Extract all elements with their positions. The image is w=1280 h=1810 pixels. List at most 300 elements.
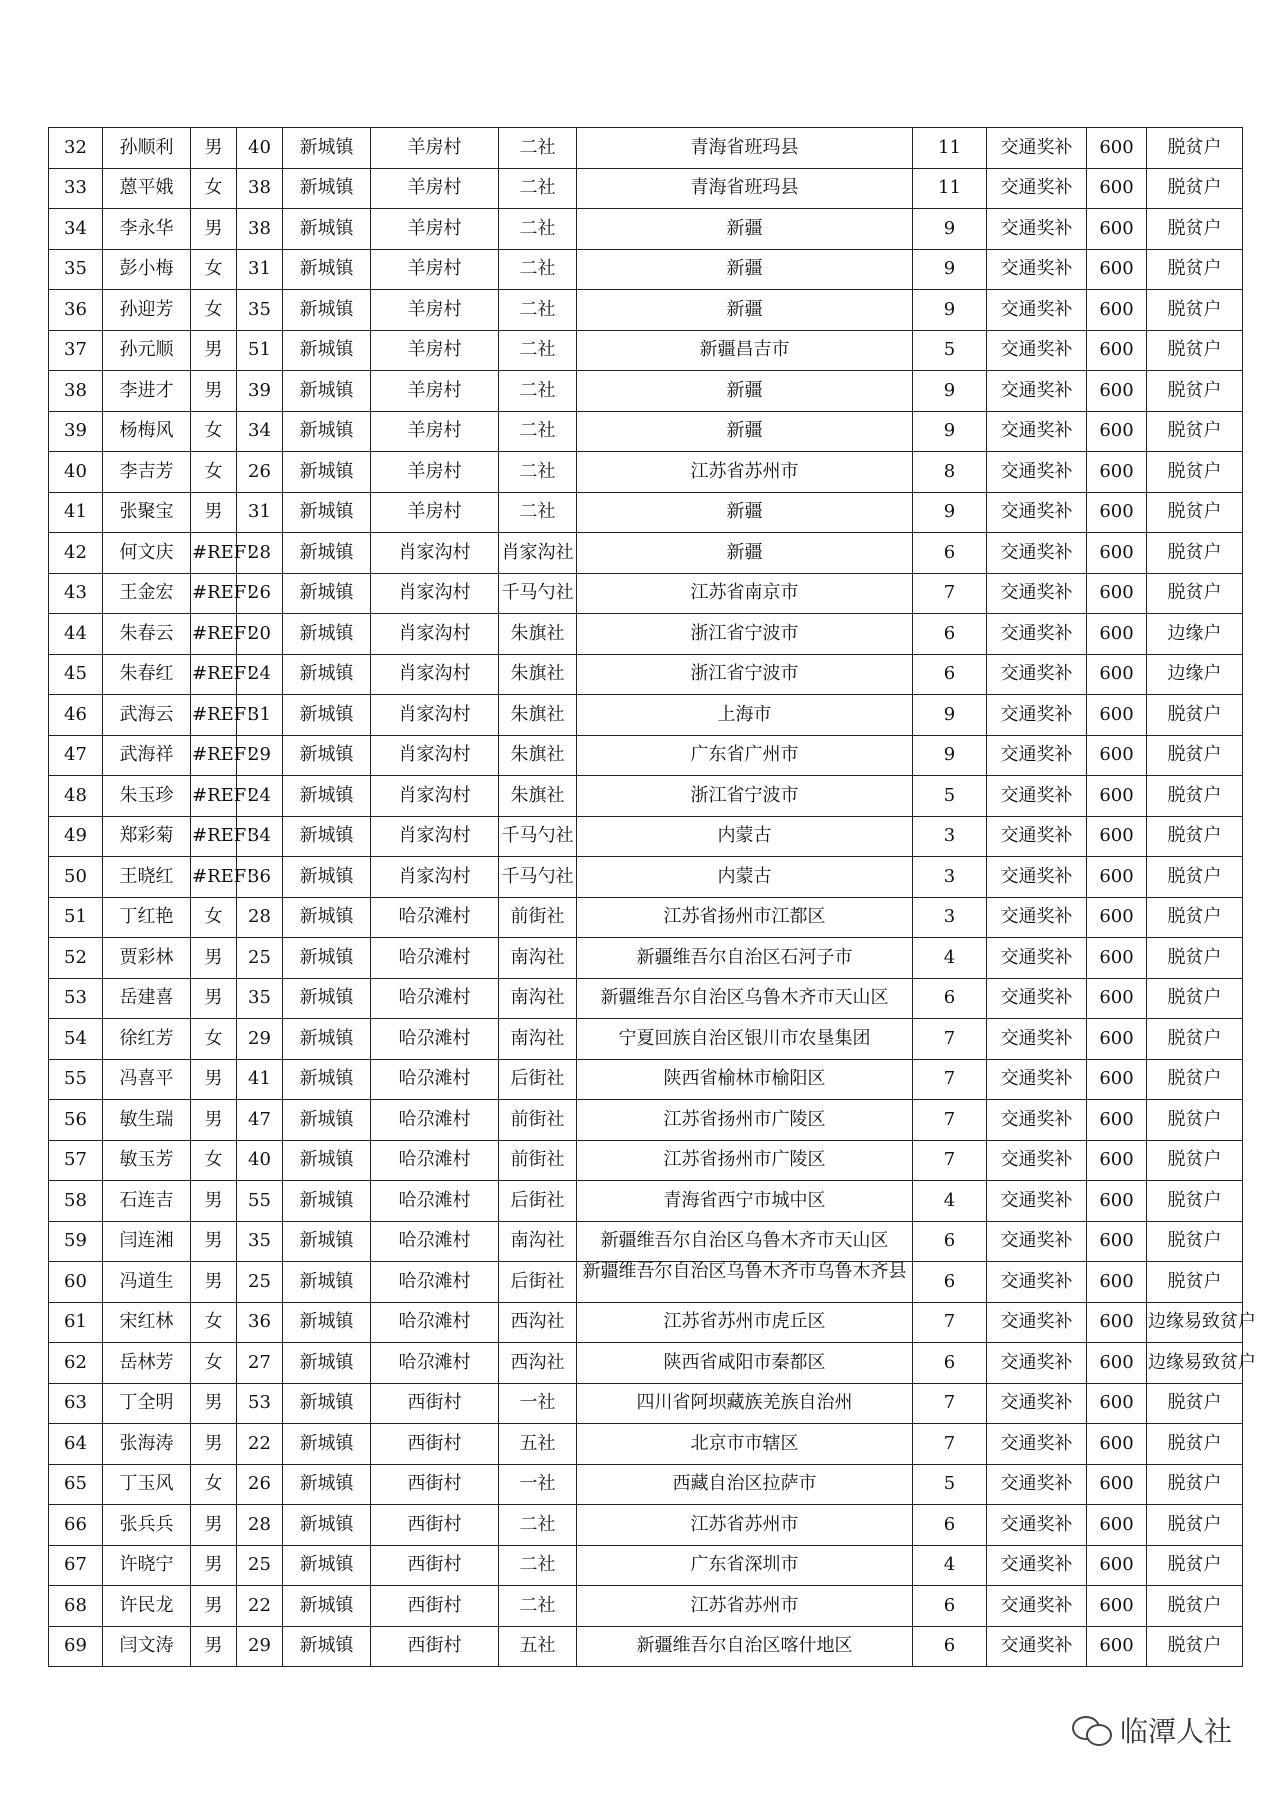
cell-group: 南沟社 bbox=[499, 978, 577, 1019]
cell-town: 新城镇 bbox=[283, 1221, 371, 1262]
footer-brand-text: 临潭人社 bbox=[1119, 1715, 1232, 1748]
cell-group: 千马勺社 bbox=[499, 573, 577, 614]
cell-gender: 男 bbox=[191, 1262, 237, 1303]
table-row bbox=[49, 1181, 1243, 1222]
cell-months: 6 bbox=[913, 1343, 987, 1384]
cell-amount: 600 bbox=[1087, 614, 1147, 655]
cell-village: 西街村 bbox=[371, 1545, 499, 1586]
cell-town: 新城镇 bbox=[283, 168, 371, 209]
cell-amount: 600 bbox=[1087, 776, 1147, 817]
cell-town: 新城镇 bbox=[283, 128, 371, 169]
cell-work-location: 广东省广州市 bbox=[577, 735, 913, 776]
cell-town: 新城镇 bbox=[283, 654, 371, 695]
cell-town: 新城镇 bbox=[283, 452, 371, 493]
cell-age: 40 bbox=[237, 128, 283, 169]
cell-village: 羊房村 bbox=[371, 330, 499, 371]
cell-category: 边缘户 bbox=[1147, 654, 1243, 695]
cell-seq: 57 bbox=[49, 1140, 103, 1181]
cell-subsidy-type: 交通奖补 bbox=[987, 371, 1087, 412]
cell-age: 20 bbox=[237, 614, 283, 655]
cell-gender: 男 bbox=[191, 371, 237, 412]
cell-category: 脱贫户 bbox=[1147, 452, 1243, 493]
cell-subsidy-type: 交通奖补 bbox=[987, 1100, 1087, 1141]
cell-months: 9 bbox=[913, 209, 987, 250]
cell-town: 新城镇 bbox=[283, 1302, 371, 1343]
cell-group: 西沟社 bbox=[499, 1343, 577, 1384]
cell-gender: #REF! bbox=[191, 857, 237, 898]
cell-subsidy-type: 交通奖补 bbox=[987, 1140, 1087, 1181]
cell-group: 南沟社 bbox=[499, 938, 577, 979]
cell-category: 脱贫户 bbox=[1147, 371, 1243, 412]
cell-group: 五社 bbox=[499, 1626, 577, 1667]
roster-table bbox=[48, 127, 1256, 1667]
cell-category: 脱贫户 bbox=[1147, 1100, 1243, 1141]
cell-seq: 49 bbox=[49, 816, 103, 857]
cell-amount: 600 bbox=[1087, 1545, 1147, 1586]
cell-category: 脱贫户 bbox=[1147, 816, 1243, 857]
cell-gender: 男 bbox=[191, 1221, 237, 1262]
cell-village: 肖家沟村 bbox=[371, 654, 499, 695]
cell-category: 脱贫户 bbox=[1147, 492, 1243, 533]
table-row bbox=[49, 533, 1243, 574]
cell-village: 肖家沟村 bbox=[371, 573, 499, 614]
cell-work-location: 新疆维吾尔自治区乌鲁木齐市乌鲁木齐县 bbox=[577, 1262, 913, 1303]
roster-sheet bbox=[48, 127, 1256, 1667]
cell-seq: 39 bbox=[49, 411, 103, 452]
cell-gender: 男 bbox=[191, 1059, 237, 1100]
cell-group: 一社 bbox=[499, 1464, 577, 1505]
cell-age: 29 bbox=[237, 735, 283, 776]
cell-subsidy-type: 交通奖补 bbox=[987, 1545, 1087, 1586]
cell-work-location: 江苏省南京市 bbox=[577, 573, 913, 614]
cell-name: 蒽平娥 bbox=[103, 168, 191, 209]
cell-village: 羊房村 bbox=[371, 411, 499, 452]
cell-subsidy-type: 交通奖补 bbox=[987, 1343, 1087, 1384]
cell-group: 二社 bbox=[499, 452, 577, 493]
cell-age: 26 bbox=[237, 573, 283, 614]
cell-months: 6 bbox=[913, 533, 987, 574]
cell-seq: 59 bbox=[49, 1221, 103, 1262]
cell-group: 西沟社 bbox=[499, 1302, 577, 1343]
table-row bbox=[49, 290, 1243, 331]
cell-age: 51 bbox=[237, 330, 283, 371]
cell-subsidy-type: 交通奖补 bbox=[987, 492, 1087, 533]
cell-name: 徐红芳 bbox=[103, 1019, 191, 1060]
cell-category: 脱贫户 bbox=[1147, 168, 1243, 209]
cell-group: 一社 bbox=[499, 1383, 577, 1424]
cell-age: 41 bbox=[237, 1059, 283, 1100]
cell-town: 新城镇 bbox=[283, 695, 371, 736]
cell-amount: 600 bbox=[1087, 857, 1147, 898]
cell-village: 西街村 bbox=[371, 1424, 499, 1465]
cell-seq: 58 bbox=[49, 1181, 103, 1222]
cell-name: 张兵兵 bbox=[103, 1505, 191, 1546]
table-row bbox=[49, 128, 1243, 169]
cell-group: 千马勺社 bbox=[499, 857, 577, 898]
cell-months: 4 bbox=[913, 1181, 987, 1222]
cell-seq: 63 bbox=[49, 1383, 103, 1424]
cell-subsidy-type: 交通奖补 bbox=[987, 533, 1087, 574]
cell-work-location: 西藏自治区拉萨市 bbox=[577, 1464, 913, 1505]
cell-work-location: 浙江省宁波市 bbox=[577, 776, 913, 817]
table-row bbox=[49, 938, 1243, 979]
cell-name: 贾彩林 bbox=[103, 938, 191, 979]
cell-amount: 600 bbox=[1087, 1586, 1147, 1627]
cell-category: 脱贫户 bbox=[1147, 1505, 1243, 1546]
cell-months: 3 bbox=[913, 897, 987, 938]
cell-age: 28 bbox=[237, 533, 283, 574]
cell-months: 9 bbox=[913, 290, 987, 331]
cell-gender: 男 bbox=[191, 209, 237, 250]
cell-work-location: 新疆 bbox=[577, 492, 913, 533]
cell-town: 新城镇 bbox=[283, 776, 371, 817]
cell-subsidy-type: 交通奖补 bbox=[987, 978, 1087, 1019]
cell-work-location: 江苏省苏州市 bbox=[577, 1505, 913, 1546]
cell-work-location: 新疆维吾尔自治区喀什地区 bbox=[577, 1626, 913, 1667]
cell-village: 哈尕滩村 bbox=[371, 897, 499, 938]
cell-name: 冯喜平 bbox=[103, 1059, 191, 1100]
cell-village: 羊房村 bbox=[371, 209, 499, 250]
cell-name: 张海涛 bbox=[103, 1424, 191, 1465]
cell-name: 丁玉风 bbox=[103, 1464, 191, 1505]
cell-gender: #REF! bbox=[191, 614, 237, 655]
cell-age: 25 bbox=[237, 1262, 283, 1303]
cell-work-location: 四川省阿坝藏族羌族自治州 bbox=[577, 1383, 913, 1424]
cell-town: 新城镇 bbox=[283, 1181, 371, 1222]
cell-months: 9 bbox=[913, 492, 987, 533]
cell-subsidy-type: 交通奖补 bbox=[987, 654, 1087, 695]
cell-village: 肖家沟村 bbox=[371, 695, 499, 736]
table-row bbox=[49, 614, 1243, 655]
cell-months: 4 bbox=[913, 938, 987, 979]
cell-village: 哈尕滩村 bbox=[371, 978, 499, 1019]
cell-age: 25 bbox=[237, 938, 283, 979]
table-row bbox=[49, 1505, 1243, 1546]
cell-town: 新城镇 bbox=[283, 533, 371, 574]
cell-seq: 33 bbox=[49, 168, 103, 209]
cell-group: 南沟社 bbox=[499, 1221, 577, 1262]
cell-amount: 600 bbox=[1087, 1059, 1147, 1100]
cell-months: 6 bbox=[913, 1221, 987, 1262]
cell-gender: 女 bbox=[191, 1302, 237, 1343]
table-row bbox=[49, 573, 1243, 614]
cell-name: 闫连湘 bbox=[103, 1221, 191, 1262]
cell-seq: 62 bbox=[49, 1343, 103, 1384]
cell-amount: 600 bbox=[1087, 1140, 1147, 1181]
cell-gender: 男 bbox=[191, 938, 237, 979]
cell-name: 岳林芳 bbox=[103, 1343, 191, 1384]
cell-age: 38 bbox=[237, 168, 283, 209]
cell-village: 哈尕滩村 bbox=[371, 1181, 499, 1222]
cell-months: 7 bbox=[913, 1424, 987, 1465]
cell-amount: 600 bbox=[1087, 1221, 1147, 1262]
cell-months: 6 bbox=[913, 1626, 987, 1667]
table-row bbox=[49, 735, 1243, 776]
cell-name: 石连吉 bbox=[103, 1181, 191, 1222]
cell-town: 新城镇 bbox=[283, 1383, 371, 1424]
cell-village: 哈尕滩村 bbox=[371, 1059, 499, 1100]
cell-group: 南沟社 bbox=[499, 1019, 577, 1060]
cell-work-location: 内蒙古 bbox=[577, 816, 913, 857]
cell-amount: 600 bbox=[1087, 249, 1147, 290]
cell-group: 后街社 bbox=[499, 1262, 577, 1303]
cell-group: 二社 bbox=[499, 330, 577, 371]
cell-name: 闫文涛 bbox=[103, 1626, 191, 1667]
cell-subsidy-type: 交通奖补 bbox=[987, 897, 1087, 938]
cell-group: 二社 bbox=[499, 411, 577, 452]
cell-subsidy-type: 交通奖补 bbox=[987, 249, 1087, 290]
cell-age: 31 bbox=[237, 249, 283, 290]
cell-age: 55 bbox=[237, 1181, 283, 1222]
cell-amount: 600 bbox=[1087, 1343, 1147, 1384]
cell-seq: 52 bbox=[49, 938, 103, 979]
cell-name: 何文庆 bbox=[103, 533, 191, 574]
cell-village: 哈尕滩村 bbox=[371, 1140, 499, 1181]
cell-age: 47 bbox=[237, 1100, 283, 1141]
cell-name: 孙迎芳 bbox=[103, 290, 191, 331]
cell-work-location: 陕西省咸阳市秦都区 bbox=[577, 1343, 913, 1384]
cell-group: 二社 bbox=[499, 209, 577, 250]
cell-amount: 600 bbox=[1087, 897, 1147, 938]
cell-seq: 48 bbox=[49, 776, 103, 817]
cell-months: 7 bbox=[913, 1302, 987, 1343]
table-row bbox=[49, 1100, 1243, 1141]
cell-subsidy-type: 交通奖补 bbox=[987, 573, 1087, 614]
cell-age: 25 bbox=[237, 1545, 283, 1586]
cell-name: 王晓红 bbox=[103, 857, 191, 898]
cell-village: 肖家沟村 bbox=[371, 816, 499, 857]
cell-town: 新城镇 bbox=[283, 1059, 371, 1100]
cell-seq: 34 bbox=[49, 209, 103, 250]
cell-amount: 600 bbox=[1087, 371, 1147, 412]
cell-gender: 男 bbox=[191, 1181, 237, 1222]
cell-age: 36 bbox=[237, 1302, 283, 1343]
cell-amount: 600 bbox=[1087, 492, 1147, 533]
cell-group: 二社 bbox=[499, 1545, 577, 1586]
cell-age: 39 bbox=[237, 371, 283, 412]
cell-name: 许晓宁 bbox=[103, 1545, 191, 1586]
cell-category: 脱贫户 bbox=[1147, 1424, 1243, 1465]
cell-subsidy-type: 交通奖补 bbox=[987, 452, 1087, 493]
cell-group: 朱旗社 bbox=[499, 695, 577, 736]
cell-town: 新城镇 bbox=[283, 573, 371, 614]
cell-work-location: 新疆昌吉市 bbox=[577, 330, 913, 371]
cell-amount: 600 bbox=[1087, 1181, 1147, 1222]
cell-work-location: 陕西省榆林市榆阳区 bbox=[577, 1059, 913, 1100]
cell-seq: 64 bbox=[49, 1424, 103, 1465]
cell-category: 边缘易致贫户 bbox=[1147, 1302, 1243, 1343]
cell-village: 肖家沟村 bbox=[371, 857, 499, 898]
table-row bbox=[49, 1221, 1243, 1262]
cell-town: 新城镇 bbox=[283, 897, 371, 938]
cell-months: 7 bbox=[913, 1140, 987, 1181]
cell-gender: #REF! bbox=[191, 654, 237, 695]
cell-category: 脱贫户 bbox=[1147, 249, 1243, 290]
cell-work-location: 北京市市辖区 bbox=[577, 1424, 913, 1465]
cell-months: 5 bbox=[913, 1464, 987, 1505]
cell-seq: 43 bbox=[49, 573, 103, 614]
cell-group: 二社 bbox=[499, 1505, 577, 1546]
table-row bbox=[49, 1059, 1243, 1100]
cell-category: 脱贫户 bbox=[1147, 1262, 1243, 1303]
cell-village: 哈尕滩村 bbox=[371, 1100, 499, 1141]
cell-work-location: 江苏省苏州市虎丘区 bbox=[577, 1302, 913, 1343]
cell-amount: 600 bbox=[1087, 1019, 1147, 1060]
table-row bbox=[49, 897, 1243, 938]
cell-name: 朱玉珍 bbox=[103, 776, 191, 817]
cell-months: 9 bbox=[913, 249, 987, 290]
cell-category: 脱贫户 bbox=[1147, 1140, 1243, 1181]
table-row bbox=[49, 1140, 1243, 1181]
cell-age: 22 bbox=[237, 1424, 283, 1465]
cell-seq: 66 bbox=[49, 1505, 103, 1546]
table-row bbox=[49, 492, 1243, 533]
cell-months: 5 bbox=[913, 776, 987, 817]
cell-town: 新城镇 bbox=[283, 249, 371, 290]
cell-months: 7 bbox=[913, 1059, 987, 1100]
cell-age: 34 bbox=[237, 411, 283, 452]
table-row bbox=[49, 249, 1243, 290]
cell-gender: 男 bbox=[191, 128, 237, 169]
cell-subsidy-type: 交通奖补 bbox=[987, 290, 1087, 331]
cell-seq: 40 bbox=[49, 452, 103, 493]
cell-months: 4 bbox=[913, 1545, 987, 1586]
cell-amount: 600 bbox=[1087, 1626, 1147, 1667]
cell-seq: 65 bbox=[49, 1464, 103, 1505]
cell-group: 朱旗社 bbox=[499, 614, 577, 655]
cell-name: 李进才 bbox=[103, 371, 191, 412]
cell-age: 31 bbox=[237, 492, 283, 533]
cell-subsidy-type: 交通奖补 bbox=[987, 1059, 1087, 1100]
cell-months: 6 bbox=[913, 978, 987, 1019]
cell-village: 肖家沟村 bbox=[371, 776, 499, 817]
cell-gender: #REF! bbox=[191, 776, 237, 817]
cell-group: 朱旗社 bbox=[499, 654, 577, 695]
table-row bbox=[49, 411, 1243, 452]
cell-village: 哈尕滩村 bbox=[371, 1262, 499, 1303]
cell-work-location: 浙江省宁波市 bbox=[577, 654, 913, 695]
cell-seq: 56 bbox=[49, 1100, 103, 1141]
cell-name: 彭小梅 bbox=[103, 249, 191, 290]
cell-age: 24 bbox=[237, 654, 283, 695]
cell-village: 羊房村 bbox=[371, 128, 499, 169]
cell-months: 8 bbox=[913, 452, 987, 493]
cell-months: 6 bbox=[913, 654, 987, 695]
cell-amount: 600 bbox=[1087, 978, 1147, 1019]
cell-months: 6 bbox=[913, 1586, 987, 1627]
cell-category: 脱贫户 bbox=[1147, 897, 1243, 938]
cell-category: 脱贫户 bbox=[1147, 330, 1243, 371]
cell-months: 7 bbox=[913, 573, 987, 614]
cell-months: 7 bbox=[913, 1019, 987, 1060]
table-row bbox=[49, 168, 1243, 209]
table-row bbox=[49, 209, 1243, 250]
table-row bbox=[49, 1343, 1243, 1384]
cell-months: 11 bbox=[913, 168, 987, 209]
cell-work-location: 浙江省宁波市 bbox=[577, 614, 913, 655]
cell-village: 西街村 bbox=[371, 1586, 499, 1627]
cell-subsidy-type: 交通奖补 bbox=[987, 1181, 1087, 1222]
cell-months: 6 bbox=[913, 1505, 987, 1546]
cell-gender: 女 bbox=[191, 1464, 237, 1505]
cell-village: 肖家沟村 bbox=[371, 614, 499, 655]
cell-age: 24 bbox=[237, 776, 283, 817]
cell-category: 脱贫户 bbox=[1147, 776, 1243, 817]
cell-age: 38 bbox=[237, 209, 283, 250]
cell-group: 朱旗社 bbox=[499, 776, 577, 817]
cell-gender: 女 bbox=[191, 290, 237, 331]
cell-village: 羊房村 bbox=[371, 492, 499, 533]
cell-amount: 600 bbox=[1087, 695, 1147, 736]
cell-village: 羊房村 bbox=[371, 249, 499, 290]
cell-gender: 女 bbox=[191, 897, 237, 938]
cell-name: 王金宏 bbox=[103, 573, 191, 614]
wechat-icon bbox=[1072, 1714, 1112, 1746]
cell-seq: 60 bbox=[49, 1262, 103, 1303]
cell-town: 新城镇 bbox=[283, 492, 371, 533]
cell-town: 新城镇 bbox=[283, 1424, 371, 1465]
cell-age: 31 bbox=[237, 695, 283, 736]
cell-town: 新城镇 bbox=[283, 735, 371, 776]
cell-age: 29 bbox=[237, 1626, 283, 1667]
cell-name: 岳建喜 bbox=[103, 978, 191, 1019]
cell-age: 40 bbox=[237, 1140, 283, 1181]
cell-village: 羊房村 bbox=[371, 290, 499, 331]
cell-amount: 600 bbox=[1087, 816, 1147, 857]
cell-subsidy-type: 交通奖补 bbox=[987, 128, 1087, 169]
cell-village: 西街村 bbox=[371, 1626, 499, 1667]
table-row bbox=[49, 1424, 1243, 1465]
cell-town: 新城镇 bbox=[283, 1262, 371, 1303]
cell-town: 新城镇 bbox=[283, 938, 371, 979]
cell-group: 二社 bbox=[499, 128, 577, 169]
cell-village: 哈尕滩村 bbox=[371, 1302, 499, 1343]
cell-group: 二社 bbox=[499, 168, 577, 209]
cell-months: 9 bbox=[913, 371, 987, 412]
cell-gender: 女 bbox=[191, 168, 237, 209]
table-row bbox=[49, 978, 1243, 1019]
cell-gender: #REF! bbox=[191, 735, 237, 776]
cell-village: 羊房村 bbox=[371, 168, 499, 209]
cell-age: 28 bbox=[237, 1505, 283, 1546]
cell-seq: 42 bbox=[49, 533, 103, 574]
cell-town: 新城镇 bbox=[283, 1100, 371, 1141]
table-row bbox=[49, 654, 1243, 695]
cell-gender: 男 bbox=[191, 1383, 237, 1424]
cell-work-location: 新疆 bbox=[577, 533, 913, 574]
cell-group: 二社 bbox=[499, 249, 577, 290]
cell-age: 34 bbox=[237, 816, 283, 857]
cell-name: 宋红林 bbox=[103, 1302, 191, 1343]
cell-subsidy-type: 交通奖补 bbox=[987, 209, 1087, 250]
cell-work-location: 江苏省扬州市江都区 bbox=[577, 897, 913, 938]
cell-village: 羊房村 bbox=[371, 371, 499, 412]
footer-brand bbox=[1072, 1710, 1232, 1750]
cell-category: 边缘易致贫户 bbox=[1147, 1343, 1243, 1384]
cell-category: 脱贫户 bbox=[1147, 1464, 1243, 1505]
cell-subsidy-type: 交通奖补 bbox=[987, 735, 1087, 776]
cell-town: 新城镇 bbox=[283, 1586, 371, 1627]
cell-category: 脱贫户 bbox=[1147, 1383, 1243, 1424]
cell-town: 新城镇 bbox=[283, 209, 371, 250]
cell-gender: 女 bbox=[191, 452, 237, 493]
cell-group: 二社 bbox=[499, 371, 577, 412]
cell-amount: 600 bbox=[1087, 1424, 1147, 1465]
cell-subsidy-type: 交通奖补 bbox=[987, 1505, 1087, 1546]
cell-category: 脱贫户 bbox=[1147, 533, 1243, 574]
cell-name: 冯道生 bbox=[103, 1262, 191, 1303]
cell-age: 35 bbox=[237, 978, 283, 1019]
